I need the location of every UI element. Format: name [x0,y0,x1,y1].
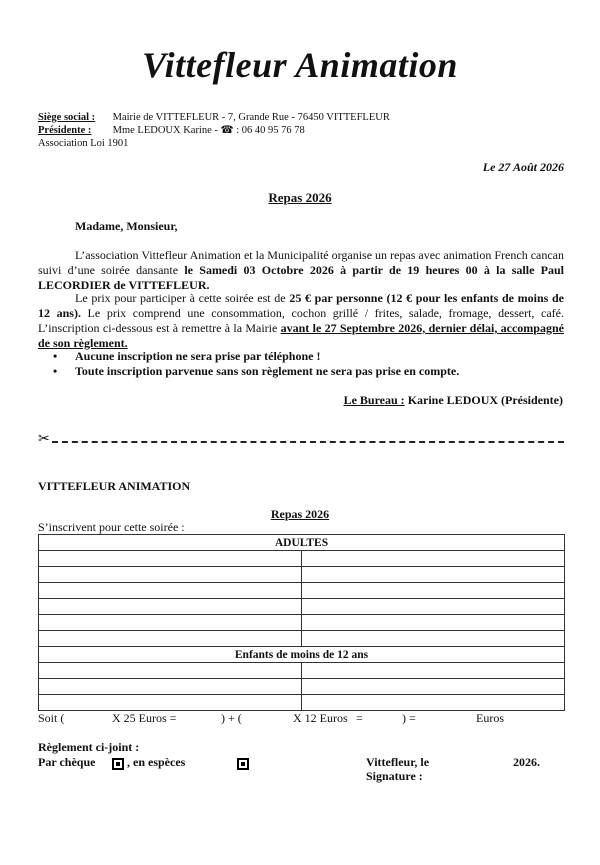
adult-name-cell[interactable] [39,599,302,615]
form-intro: S’inscrivent pour cette soirée : [38,520,185,534]
adult-name-cell[interactable] [302,583,565,599]
adult-name-cell[interactable] [302,567,565,583]
siege-label: Siège social : [38,112,96,123]
calc-adults: X 25 Euros = [112,711,177,725]
table-row [39,679,565,695]
signature-value: Karine LEDOUX (Présidente) [404,393,563,407]
adult-name-cell[interactable] [39,631,302,647]
children-header: Enfants de moins de 12 ans [39,647,565,663]
form-subject: Repas 2026 [270,507,330,521]
adult-name-cell[interactable] [302,599,565,615]
form-org-name: VITTEFLEUR ANIMATION [38,479,191,493]
siege-row [38,111,558,124]
list-item: • Aucune inscription ne sera prise par téléphone ! [38,349,564,364]
adult-name-cell[interactable] [302,615,565,631]
paragraph-price-intro: Le prix pour participer à cette soirée est de [75,291,290,305]
salutation: Madame, Monsieur, [75,219,178,233]
phone-number: : 06 40 95 76 78 [233,125,305,136]
paragraph-price-deadline: avant le 27 Septembre 2026, dernier délai, accompagné de son règlement. [38,321,564,350]
paragraph-event-text: L’association Vittefleur Animation et la Municipalité organise un repas avec animation French cancan suivi d’une soirée dansante [38,248,564,277]
child-name-cell[interactable] [302,663,565,679]
payment-cheque-label: Par chèque [38,755,96,769]
total-calculation [0,711,600,727]
child-name-cell[interactable] [302,679,565,695]
calc-euros: Euros [476,711,504,725]
adult-name-cell[interactable] [39,583,302,599]
presidente-row [38,124,558,137]
table-row [39,631,565,647]
calc-plus: ) + ( [221,711,242,725]
adult-name-cell[interactable] [39,567,302,583]
cut-line [38,434,564,448]
adult-name-cell[interactable] [302,631,565,647]
child-name-cell[interactable] [39,679,302,695]
calc-equals: = [356,711,363,725]
presidente-value: Mme LEDOUX Karine - [112,125,221,136]
list-item: • Toute inscription parvenue sans son règlement ne sera pas prise en compte. [38,364,564,379]
table-row [39,615,565,631]
payment-cash-label: , en espèces [127,755,186,769]
signature-field-label: Signature : [366,769,423,783]
association-type: Association Loi 1901 [38,138,129,149]
adults-header: ADULTES [39,535,565,551]
adult-name-cell[interactable] [302,551,565,567]
paragraph-event-date: le Samedi 03 Octobre 2026 à partir de 19 heures 00 à la salle Paul LECORDIER de VITTEFLEUR. [38,263,564,292]
siege-value: Mairie de VITTEFLEUR - 7, Grande Rue - 76450 VITTEFLEUR [112,112,390,123]
letter-signature [344,393,563,408]
paragraph-event [38,248,564,293]
paragraph-price-amount: 25 € par personne (12 € pour les enfants de moins de 12 ans). [38,291,564,320]
cash-checkbox[interactable] [237,758,249,770]
header-info [38,111,558,150]
presidente-label: Présidente : [38,125,92,136]
place-label: Vittefleur, le [366,755,430,769]
table-row [39,599,565,615]
payment-title: Règlement ci-joint : [38,740,140,754]
table-row [39,567,565,583]
table-row [39,583,565,599]
calc-close: ) = [402,711,416,725]
table-row [39,695,565,711]
letter-date: Le 27 Août 2026 [482,160,564,174]
year-label: 2026. [513,755,540,769]
phone-icon: ☎ [220,125,234,136]
signature-label: Le Bureau : [343,393,405,407]
paragraph-price [38,291,564,351]
letter-subject: Repas 2026 [268,190,332,205]
scissors-icon: ✂ [38,432,50,447]
calc-children: X 12 Euros [293,711,348,725]
rules-list [38,349,564,379]
registration-table [38,534,565,711]
child-name-cell[interactable] [39,663,302,679]
dashed-divider [52,441,564,443]
paragraph-price-details: Le prix comprend une consommation, cochon grillé / frites, salade, fromage, dessert, café. L’inscription ci-dessous est à remettre à la Mairie [38,306,564,335]
adult-name-cell[interactable] [39,551,302,567]
calc-soit: Soit ( [38,711,65,725]
table-row [39,551,565,567]
table-row [39,663,565,679]
page-title: Vittefleur Animation [142,45,458,85]
child-name-cell[interactable] [39,695,302,711]
adult-name-cell[interactable] [39,615,302,631]
cheque-checkbox[interactable] [112,758,124,770]
child-name-cell[interactable] [302,695,565,711]
